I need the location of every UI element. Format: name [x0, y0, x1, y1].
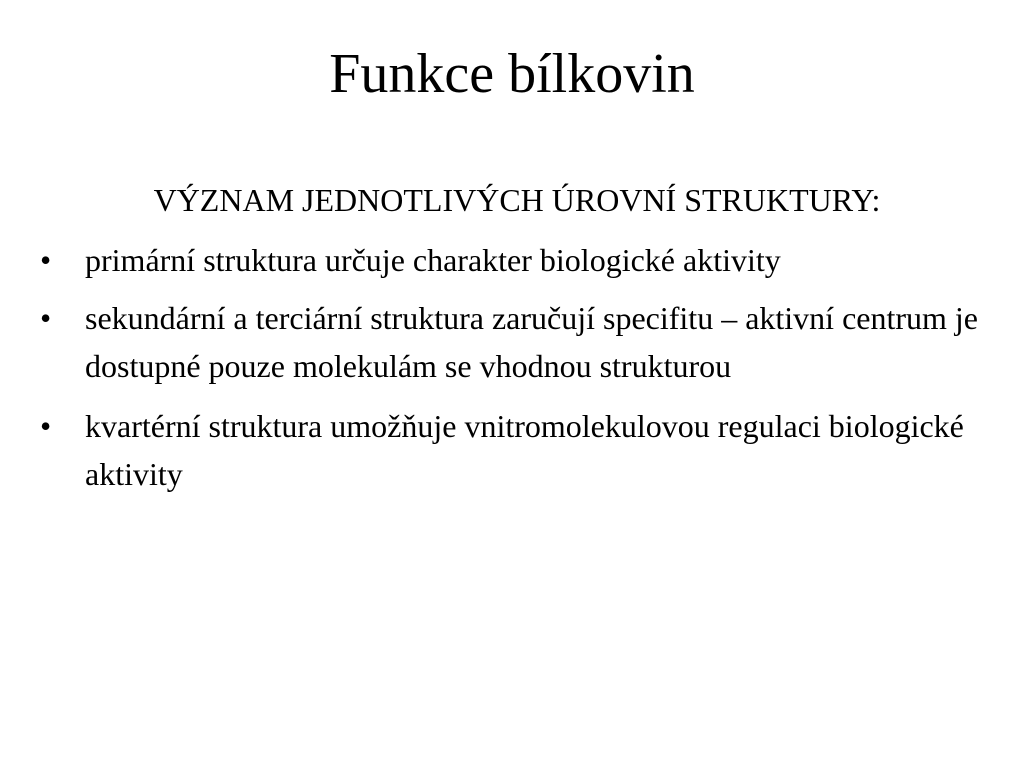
bullet-dot-icon: • [40, 408, 52, 444]
bullet-item-quaternary [40, 402, 980, 498]
bullet-item-secondary-tertiary [40, 294, 980, 390]
bullet-text: primární struktura určuje charakter biologické aktivity [85, 242, 781, 278]
section-heading: VÝZNAM JEDNOTLIVÝCH ÚROVNÍ STRUKTURY: [153, 182, 881, 218]
bullet-dot-icon: • [40, 242, 52, 278]
bullet-dot-icon: • [40, 300, 52, 336]
bullet-item-primary [40, 236, 980, 284]
bullet-text: sekundární a terciární struktura zaručují specifitu – aktivní centrum je dostupné pouze molekulám se vhodnou strukturou [85, 300, 978, 384]
bullet-text: kvartérní struktura umožňuje vnitromolekulovou regulaci biologické aktivity [85, 408, 964, 492]
bullet-list [40, 236, 980, 508]
slide-title: Funkce bílkovin [329, 43, 695, 105]
